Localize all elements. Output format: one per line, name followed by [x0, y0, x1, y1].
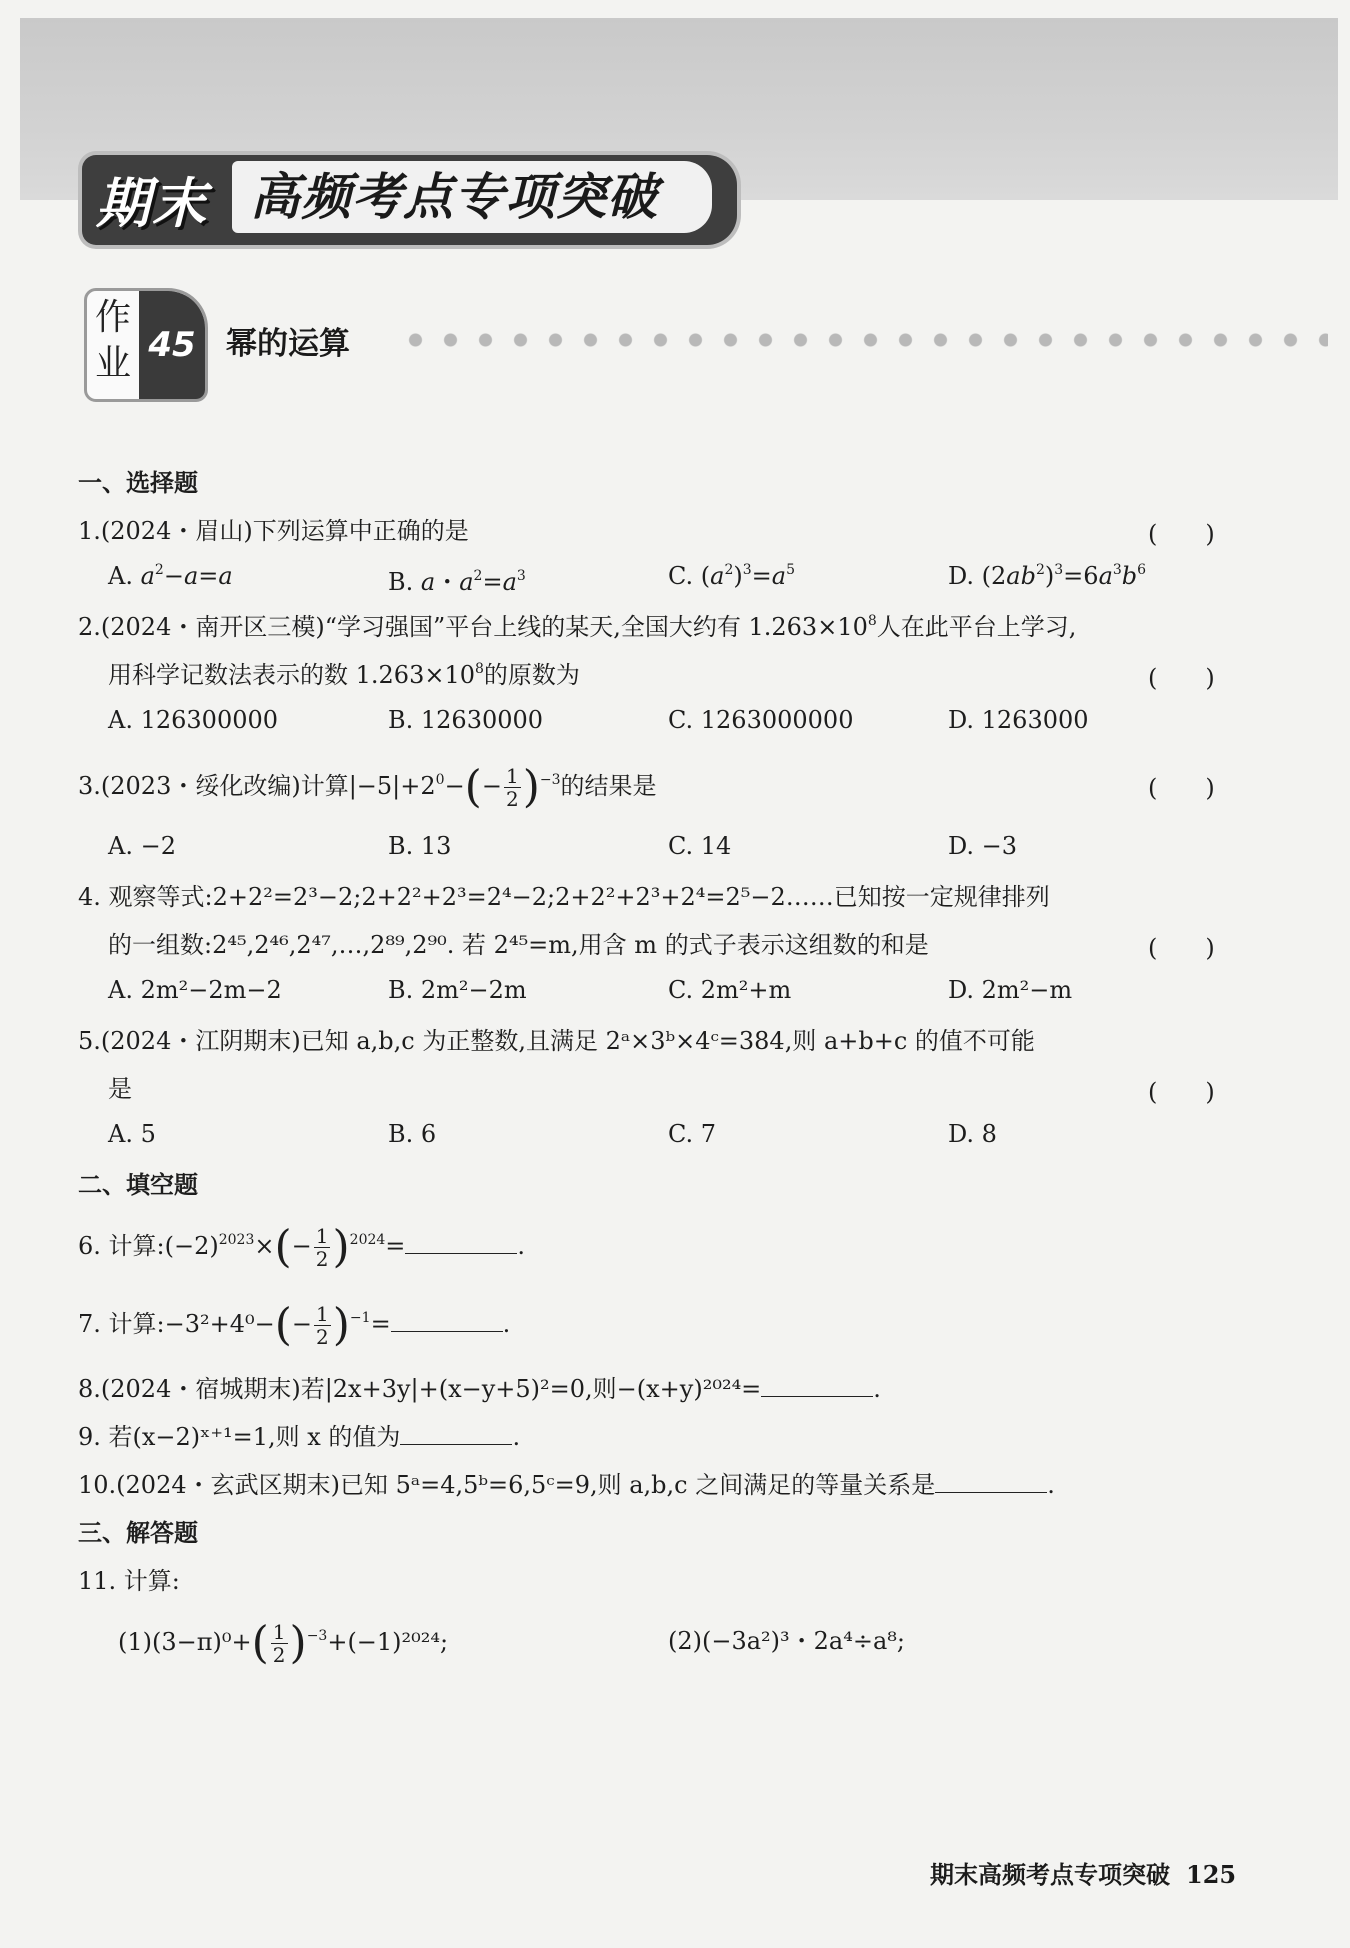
question-10-stem: 10.(2024・玄武区期末)已知 5ᵃ=4,5ᵇ=6,5ᶜ=9,则 a,b,c 之间满足的等量关系是 . — [78, 1468, 1055, 1502]
page-footer — [930, 1855, 1236, 1890]
question-3-option-b: B. 13 — [388, 832, 452, 860]
question-2-stem: 2.(2024・南开区三模)“学习强国”平台上线的某天,全国大约有 $1.263\times 10^8$人在此平台上学习, — [78, 613, 1077, 641]
question-9-stem: 9. 若(x−2)ˣ⁺¹=1,则 x 的值为 . — [78, 1420, 520, 1454]
section-heading-fill: 二、填空题 — [78, 1171, 198, 1199]
question-11-part-2: (2)(−3a²)³・2a⁴÷a⁸; — [668, 1627, 905, 1655]
question-1-option-d: D. $(2ab^2)^3=6a^3b^6$ — [948, 562, 1147, 590]
question-5-option-c: C. 7 — [668, 1120, 717, 1148]
question-4-stem: 4. 观察等式:2+2²=2³−2;2+2²+2³=2⁴−2;2+2²+2³+2⁴=2⁵−2……已知按一定规律排列 — [78, 883, 1050, 911]
question-4-option-b: B. 2m²−2m — [388, 976, 527, 1004]
question-4-option-a: A. 2m²−2m−2 — [108, 976, 282, 1004]
answer-paren: ( ) — [1148, 774, 1215, 802]
question-4-option-d: D. 2m²−m — [948, 976, 1073, 1004]
answer-blank[interactable] — [761, 1372, 873, 1397]
question-5-option-a: A. 5 — [108, 1120, 156, 1148]
question-2-option-a: A. 126300000 — [108, 706, 279, 734]
question-3-option-d: D. −3 — [948, 832, 1018, 860]
badge-word: 作业 — [95, 297, 132, 384]
answer-blank[interactable] — [405, 1229, 517, 1254]
question-6-stem: 6. 计算$:(-2)^{2023}\times(-$ $\frac{1}{2}$ )$^{2024}$= . — [78, 1221, 526, 1273]
answer-paren: ( ) — [1148, 664, 1215, 692]
question-5-option-b: B. 6 — [388, 1120, 437, 1148]
question-7-stem: 7. 计算:−3²+4⁰−(− $\frac{1}{2}$ )$^{-1}$= . — [78, 1299, 511, 1351]
banner-label-term: 期末 — [96, 172, 208, 235]
question-3-stem: 3.(2023・绥化改编)计算$|-5|+2^0-(-$ $\frac{1}{2}$ )$^{-3}$的结果是 — [78, 761, 657, 813]
question-5-option-d: D. 8 — [948, 1120, 997, 1148]
banner-label-topic: 高频考点专项突破 — [232, 161, 712, 233]
homework-badge — [84, 288, 208, 402]
question-11-part-1: (1)(3−π)⁰+( $\frac{1}{2}$ )$^{-3}$+(−1)²⁰²⁴; — [118, 1617, 449, 1669]
question-8-stem: 8.(2024・宿城期末)若|2x+3y|+(x−y+5)²=0,则−(x+y)²⁰²⁴= . — [78, 1372, 881, 1406]
answer-paren: ( ) — [1148, 520, 1215, 548]
answer-blank[interactable] — [935, 1468, 1047, 1493]
section-heading-answer: 三、解答题 — [78, 1519, 198, 1547]
question-5-stem-line2: 是 — [108, 1075, 132, 1103]
question-1-option-b: B. a・$a^2=a^3$ — [388, 568, 526, 596]
question-4-stem-line2: 的一组数:2⁴⁵,2⁴⁶,2⁴⁷,…,2⁸⁹,2⁹⁰. 若 2⁴⁵=m,用含 m 的式子表示这组数的和是 — [108, 931, 929, 959]
question-1-option-a: A. $a^2-a=a$ — [108, 562, 233, 590]
answer-blank[interactable] — [400, 1420, 512, 1445]
footer-title: 期末高频考点专项突破 — [930, 1861, 1170, 1889]
answer-blank[interactable] — [391, 1307, 503, 1332]
section-heading-choice: 一、选择题 — [78, 469, 198, 497]
section-title: 幂的运算 — [226, 326, 350, 362]
page-number: 125 — [1186, 1860, 1237, 1889]
question-3-option-a: A. −2 — [108, 832, 176, 860]
question-4-option-c: C. 2m²+m — [668, 976, 792, 1004]
question-5-stem: 5.(2024・江阴期末)已知 a,b,c 为正整数,且满足 2ᵃ×3ᵇ×4ᶜ=384,则 a+b+c 的值不可能 — [78, 1027, 1035, 1055]
badge-number: 45 — [139, 291, 205, 399]
question-2-option-c: C. 1263000000 — [668, 706, 854, 734]
answer-paren: ( ) — [1148, 1078, 1215, 1106]
answer-paren: ( ) — [1148, 934, 1215, 962]
dotted-rule — [398, 330, 1328, 350]
question-2-option-b: B. 12630000 — [388, 706, 544, 734]
chapter-banner — [82, 155, 737, 245]
question-2-option-d: D. 1263000 — [948, 706, 1089, 734]
question-1-option-c: C. $(a^2)^3=a^5$ — [668, 562, 796, 590]
question-1-stem: 1.(2024・眉山)下列运算中正确的是 — [78, 517, 469, 545]
question-3-option-c: C. 14 — [668, 832, 732, 860]
question-11-stem: 11. 计算: — [78, 1567, 180, 1595]
question-2-stem-line2: 用科学记数法表示的数 $1.263\times 10^8$的原数为 — [108, 661, 580, 689]
